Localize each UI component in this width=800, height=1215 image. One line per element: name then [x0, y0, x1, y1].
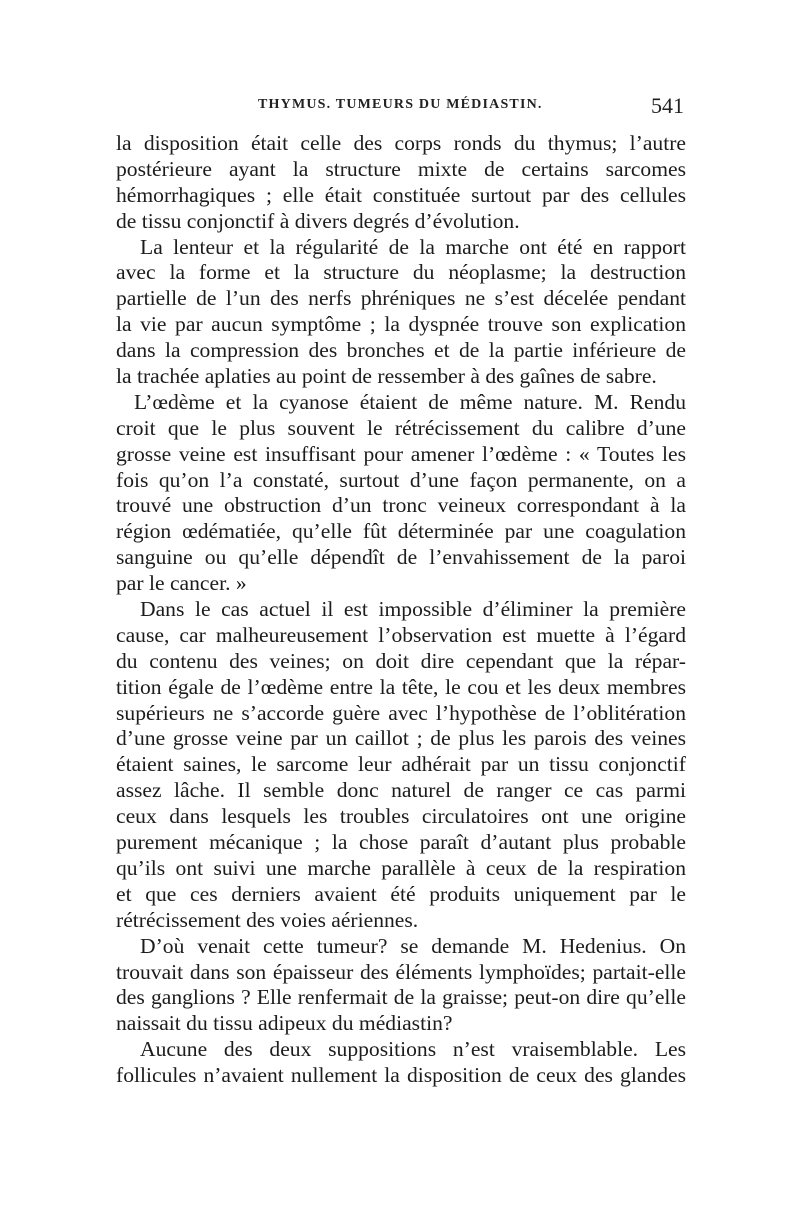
text-line: la vie par aucun symptôme ; la dyspnée trouve son explication — [116, 312, 686, 337]
text-line: par le cancer. » — [116, 571, 247, 596]
text-line: de tissu conjonctif à divers degrés d’évolution. — [116, 208, 520, 233]
text-line: partielle de l’un des nerfs phréniques ne s’est décelée pendant — [116, 286, 686, 311]
text-line: trouvait dans son épaisseur des éléments lymphoïdes; partait-elle — [116, 959, 686, 984]
text-line: Aucune des deux suppositions n’est vraisemblable. Les — [140, 1037, 686, 1062]
body-text — [116, 131, 686, 1089]
text-line: ceux dans lesquels les troubles circulatoires ont une origine — [116, 804, 686, 829]
text-line: purement mécanique ; la chose paraît d’autant plus probable — [116, 830, 686, 855]
text-line: des ganglions ? Elle renfermait de la graisse; peut-on dire qu’elle — [116, 985, 686, 1010]
text-line: sanguine ou qu’elle dépendît de l’envahissement de la paroi — [116, 545, 686, 570]
text-line: et que ces derniers avaient été produits uniquement par le — [116, 881, 686, 906]
text-line: d’une grosse veine par un caillot ; de plus les parois des veines — [116, 726, 686, 751]
text-line: qu’ils ont suivi une marche parallèle à ceux de la respiration — [116, 855, 686, 880]
text-line: étaient saines, le sarcome leur adhérait par un tissu conjonctif — [116, 752, 686, 777]
text-line: cause, car malheureusement l’observation est muette à l’égard — [116, 622, 686, 647]
text-line: rétrécissement des voies aériennes. — [116, 907, 419, 932]
text-line: dans la compression des bronches et de la partie inférieure de — [116, 338, 686, 363]
text-line: follicules n’avaient nullement la disposition de ceux des glandes — [116, 1063, 686, 1088]
text-line: L’œdème et la cyanose étaient de même nature. M. Rendu — [134, 389, 686, 414]
text-line: Dans le cas actuel il est impossible d’éliminer la première — [140, 597, 686, 622]
text-line: croit que le plus souvent le rétrécissement du calibre d’une — [116, 415, 686, 440]
text-line: grosse veine est insuffisant pour amener l’œdème : « Toutes les — [116, 441, 686, 466]
page-number: 541 — [651, 93, 684, 118]
text-line: hémorrhagiques ; elle était constituée surtout par des cellules — [116, 182, 686, 207]
text-line: la disposition était celle des corps ronds du thymus; l’autre — [116, 131, 686, 155]
text-line: la trachée aplaties au point de ressember à des gaînes de sabre. — [116, 364, 657, 389]
text-line: D’où venait cette tumeur? se demande M. Hedenius. On — [140, 933, 686, 958]
text-line: trouvé une obstruction d’un tronc veineux correspondant à la — [116, 493, 686, 518]
text-line: fois qu’on l’a constaté, surtout d’une façon permanente, on a — [116, 467, 686, 492]
text-line: naissait du tissu adipeux du médiastin? — [116, 1011, 453, 1036]
text-line: tition égale de l’œdème entre la tête, le cou et les deux membres — [116, 674, 686, 699]
text-line: du contenu des veines; on doit dire cependant que la répar- — [116, 648, 686, 673]
text-line: La lenteur et la régularité de la marche ont été en rapport — [140, 234, 686, 259]
text-line: supérieurs ne s’accorde guère avec l’hypothèse de l’oblitération — [116, 700, 686, 725]
text-line: assez lâche. Il semble donc naturel de ranger ce cas parmi — [116, 778, 686, 803]
running-head — [118, 93, 684, 121]
running-title: THYMUS. TUMEURS DU MÉDIASTIN. — [258, 97, 543, 112]
text-line: région œdématiée, qu’elle fût déterminée par une coagulation — [116, 519, 686, 544]
text-line: postérieure ayant la structure mixte de certains sarcomes — [116, 156, 686, 181]
text-line: avec la forme et la structure du néoplasme; la destruction — [116, 260, 686, 285]
